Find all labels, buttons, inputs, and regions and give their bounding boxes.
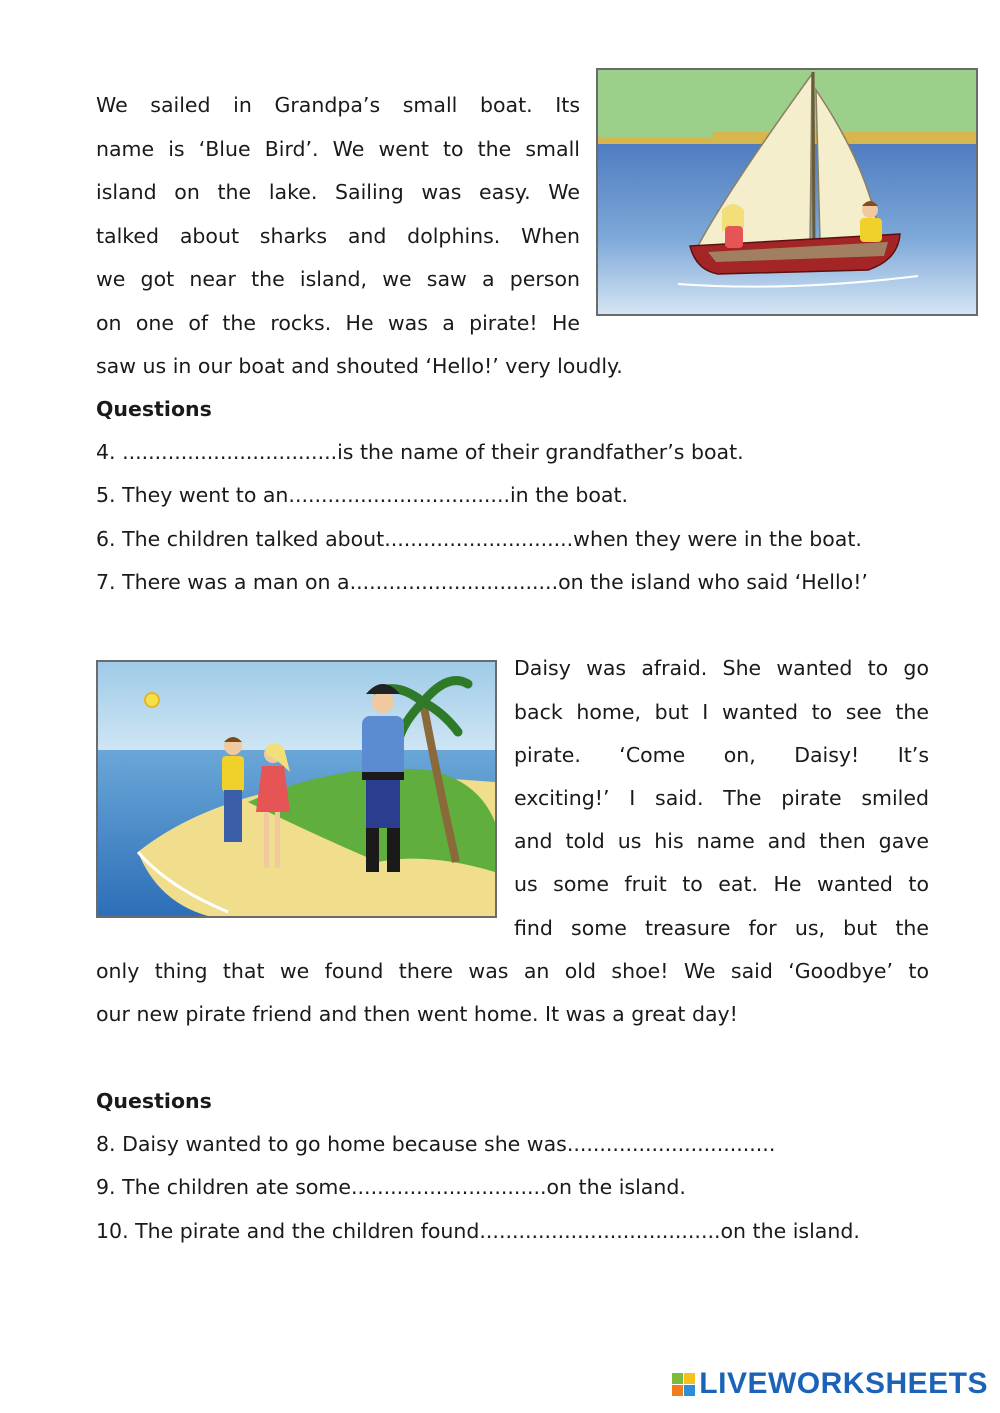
passage-2-line: Daisy was afraid. She wanted to go xyxy=(514,656,929,680)
passage-2-line: our new pirate friend and then went home. It was a great day! xyxy=(96,1002,738,1026)
passage-1-line: name is ‘Blue Bird’. We went to the small xyxy=(96,137,580,161)
passage-2-line: exciting!’ I said. The pirate smiled xyxy=(514,786,929,810)
question-6: 6. The children talked about.............................when they were in the boat. xyxy=(96,527,862,551)
question-8: 8. Daisy wanted to go home because she was................................ xyxy=(96,1132,776,1156)
passage-2-line: only thing that we found there was an old shoe! We said ‘Goodbye’ to xyxy=(96,959,929,983)
passage-1-line: We sailed in Grandpa’s small boat. Its xyxy=(96,93,580,117)
questions-heading: Questions xyxy=(96,1089,212,1113)
passage-2-line: back home, but I wanted to see the xyxy=(514,700,929,724)
question-4: 4. .................................is the name of their grandfather’s boat. xyxy=(96,440,744,464)
passage-1-line: on one of the rocks. He was a pirate! He xyxy=(96,311,580,335)
passage-1-line: talked about sharks and dolphins. When xyxy=(96,224,580,248)
passage-2-line: and told us his name and then gave xyxy=(514,829,929,853)
passage-2-line: find some treasure for us, but the xyxy=(514,916,929,940)
passage-1-line: saw us in our boat and shouted ‘Hello!’ very loudly. xyxy=(96,354,623,378)
questions-heading: Questions xyxy=(96,397,212,421)
sailboat-illustration xyxy=(596,68,978,316)
liveworksheets-mark-icon xyxy=(672,1373,695,1396)
island-pirate-illustration xyxy=(96,660,497,918)
passage-1-line: island on the lake. Sailing was easy. We xyxy=(96,180,580,204)
passage-1-line: we got near the island, we saw a person xyxy=(96,267,580,291)
liveworksheets-logo xyxy=(672,1367,988,1401)
question-7: 7. There was a man on a................................on the island who said ‘Hello!’ xyxy=(96,570,868,594)
question-10: 10. The pirate and the children found.....................................on the island. xyxy=(96,1219,860,1243)
logo-text: LIVEWORKSHEETS xyxy=(699,1367,988,1400)
island-image xyxy=(98,662,495,916)
passage-2-line: pirate. ‘Come on, Daisy! It’s xyxy=(514,743,929,767)
question-9: 9. The children ate some..............................on the island. xyxy=(96,1175,686,1199)
sailboat-image xyxy=(598,70,976,314)
question-5: 5. They went to an..................................in the boat. xyxy=(96,483,629,507)
passage-2-line: us some fruit to eat. He wanted to xyxy=(514,872,929,896)
